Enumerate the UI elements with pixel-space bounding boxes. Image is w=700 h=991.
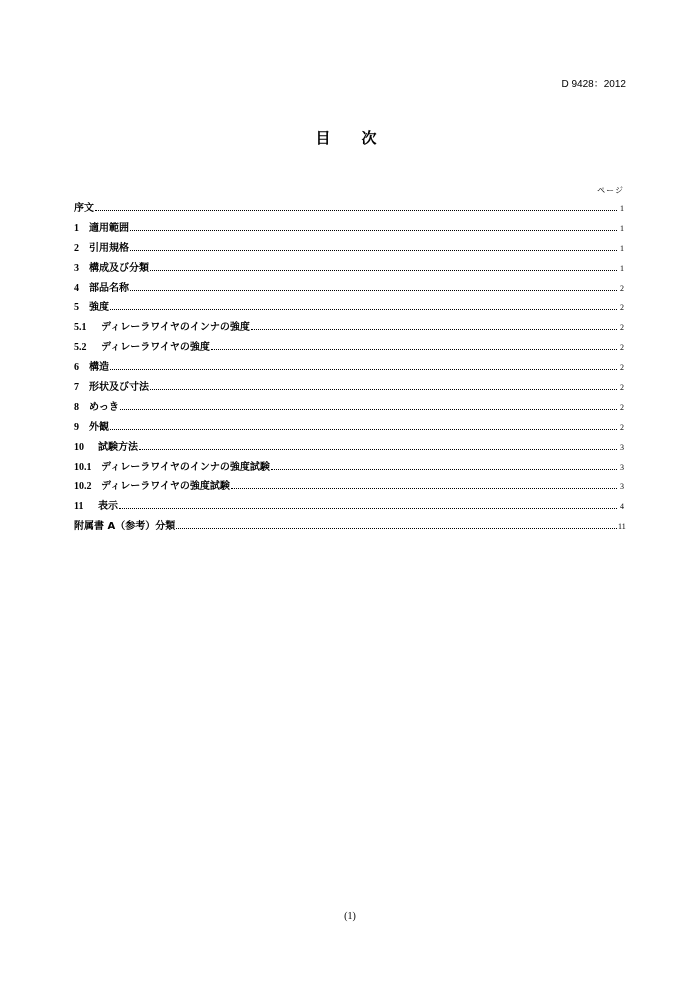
toc-section-number: 5: [74, 302, 79, 314]
table-of-contents: [74, 199, 624, 537]
toc-entry-label: [74, 199, 94, 214]
toc-entry[interactable]: [74, 517, 624, 537]
toc-entry-label: [74, 418, 109, 433]
toc-section-number: 11: [74, 501, 84, 513]
toc-section-number: 1: [74, 222, 79, 234]
dot-leader: [211, 349, 617, 350]
toc-page-number: 1: [620, 204, 624, 213]
toc-page-number: 3: [620, 462, 624, 472]
dot-leader: [130, 290, 617, 291]
toc-section-number: 10.2: [74, 481, 92, 493]
toc-entry[interactable]: [74, 199, 624, 219]
toc-page-number: 1: [620, 263, 624, 273]
toc-section-title: ディレーラワイヤのインナの強度試験: [101, 461, 270, 473]
toc-section-number: 4: [74, 282, 79, 294]
toc-entry[interactable]: [74, 458, 624, 478]
toc-entry-label: [74, 438, 138, 453]
toc-entry-label: [74, 477, 230, 492]
toc-page-number: 3: [620, 482, 624, 492]
toc-entry[interactable]: [74, 438, 624, 458]
toc-page-number: 1: [620, 223, 624, 233]
dot-leader: [251, 329, 617, 330]
toc-entry-label: [74, 338, 210, 353]
toc-entry[interactable]: [74, 338, 624, 358]
page-number: (1): [344, 911, 356, 922]
dot-leader: [110, 429, 617, 430]
toc-page-number: 1: [620, 243, 624, 253]
toc-entry-label: [74, 259, 149, 274]
toc-entry[interactable]: [74, 497, 624, 517]
toc-entry-label: [74, 398, 119, 413]
toc-page-number: 2: [620, 343, 624, 353]
toc-entry[interactable]: [74, 477, 624, 497]
toc-section-title: ディレーラワイヤの強度試験: [101, 481, 230, 493]
dot-leader: [130, 250, 617, 251]
toc-entry[interactable]: [74, 298, 624, 318]
toc-section-title: ディレーラワイヤの強度: [101, 342, 210, 354]
toc-section-number: 5.1: [74, 322, 87, 334]
toc-entry-label: [74, 279, 129, 294]
toc-entry-label: [74, 318, 250, 333]
toc-section-title: 構造: [89, 362, 109, 374]
toc-page-number: 4: [620, 502, 624, 512]
toc-section-title: 形状及び寸法: [89, 382, 149, 394]
toc-section-title: 構成及び分類: [89, 262, 149, 274]
toc-section-number: 10: [74, 441, 84, 453]
dot-leader: [110, 369, 617, 370]
toc-page-number: 2: [620, 323, 624, 333]
toc-section-number: 6: [74, 362, 79, 374]
toc-entry[interactable]: [74, 259, 624, 279]
dot-leader: [120, 409, 617, 410]
dot-leader: [271, 469, 617, 470]
dot-leader: [176, 528, 617, 529]
toc-section-number: 8: [74, 401, 79, 413]
toc-page-number: 2: [620, 283, 624, 293]
toc-entry[interactable]: [74, 358, 624, 378]
toc-entry[interactable]: [74, 378, 624, 398]
toc-entry-label: [74, 517, 175, 532]
toc-entry[interactable]: [74, 398, 624, 418]
toc-section-title: 試験方法: [98, 441, 138, 453]
dot-leader: [95, 210, 617, 211]
toc-entry-label: [74, 219, 129, 234]
toc-entry[interactable]: [74, 239, 624, 259]
dot-leader: [231, 488, 617, 489]
toc-section-title: ディレーラワイヤのインナの強度: [101, 322, 250, 334]
toc-section-title: 表示: [98, 501, 118, 513]
toc-section-title: 外観: [89, 421, 109, 433]
toc-entry[interactable]: [74, 219, 624, 239]
dot-leader: [130, 230, 617, 231]
toc-entry-label: [74, 239, 129, 254]
toc-page-number: 2: [620, 303, 624, 313]
toc-entry[interactable]: [74, 318, 624, 338]
toc-section-title: めっき: [89, 401, 119, 413]
toc-page-number: 11: [618, 522, 626, 532]
toc-section-number: 3: [74, 262, 79, 274]
toc-entry-label: [74, 497, 118, 512]
toc-section-number: 10.1: [74, 461, 92, 473]
dot-leader: [150, 270, 617, 271]
toc-entry-label: [74, 298, 109, 313]
toc-section-title: 適用範囲: [89, 222, 129, 234]
dot-leader: [139, 449, 617, 450]
toc-section-number: 9: [74, 421, 79, 433]
toc-entry-label: [74, 458, 270, 473]
toc-page-number: 2: [620, 363, 624, 373]
toc-section-title: 附属書 A（参考）分類: [74, 521, 176, 533]
dot-leader: [119, 508, 617, 509]
toc-page-number: 2: [620, 383, 624, 393]
toc-section-title: 序文: [74, 203, 94, 214]
page-title: 目 次: [315, 129, 385, 147]
toc-entry[interactable]: [74, 279, 624, 299]
page-column-label: ページ: [597, 186, 624, 195]
toc-entry[interactable]: [74, 418, 624, 438]
toc-section-title: 引用規格: [89, 242, 129, 254]
toc-section-number: 5.2: [74, 342, 87, 354]
dot-leader: [110, 309, 617, 310]
toc-section-number: 7: [74, 382, 79, 394]
toc-entry-label: [74, 378, 149, 393]
toc-section-title: 強度: [89, 302, 109, 314]
document-number: D 9428：2012: [561, 79, 626, 90]
toc-section-title: 部品名称: [89, 282, 129, 294]
toc-page-number: 2: [620, 422, 624, 432]
toc-page-number: 3: [620, 442, 624, 452]
toc-section-number: 2: [74, 242, 79, 254]
toc-page-number: 2: [620, 402, 624, 412]
dot-leader: [150, 389, 617, 390]
toc-entry-label: [74, 358, 109, 373]
